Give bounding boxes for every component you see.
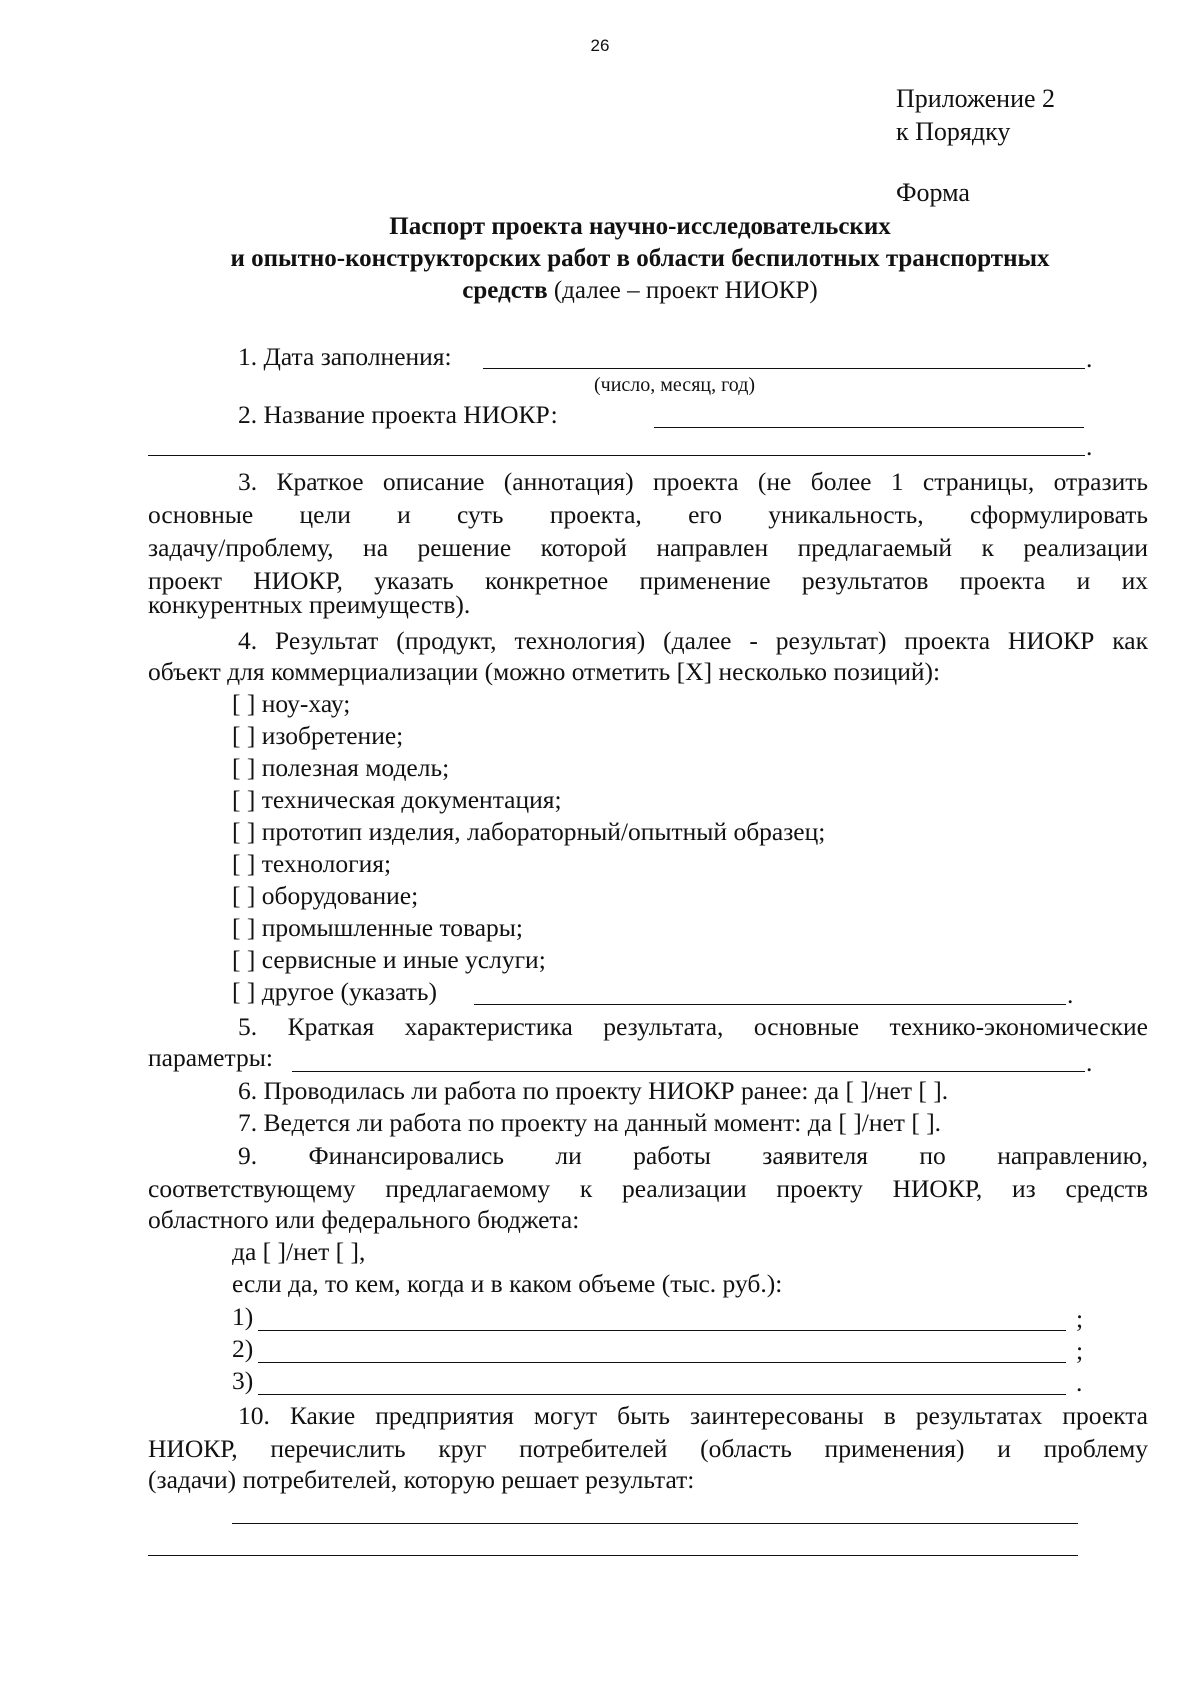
option-prototype[interactable]: [ ] прототип изделия, лабораторный/опытный образец; [232, 817, 826, 846]
item3-line-5: конкурентных преимуществ). [148, 590, 471, 619]
item3-line-4: проект НИОКР, указать конкретное применение результатов проекта и их [148, 566, 1148, 595]
date-field[interactable] [483, 368, 1085, 369]
option-utility-model[interactable]: [ ] полезная модель; [232, 753, 450, 782]
date-hint: (число, месяц, год) [594, 374, 756, 396]
item9-line-2: соответствующему предлагаемому к реализации проекту НИОКР, из средств [148, 1174, 1148, 1203]
item3-line-2: основные цели и суть проекта, его уникальность, сформулировать [148, 500, 1148, 529]
item4-line-2: объект для коммерциализации (можно отметить [X] несколько позиций): [148, 657, 941, 686]
funding-entry-2-end: ; [1076, 1336, 1084, 1365]
other-end: . [1067, 980, 1074, 1009]
title-line-3-rest: (далее – проект НИОКР) [547, 277, 818, 304]
consumers-field-1[interactable] [232, 1523, 1078, 1524]
title-line-1: Паспорт проекта научно-исследовательских [389, 213, 891, 240]
funding-entry-1-end: ; [1076, 1304, 1084, 1333]
parameters-field[interactable] [292, 1071, 1085, 1072]
item1-end: . [1086, 344, 1093, 373]
funding-entry-2-number: 2) [232, 1334, 254, 1363]
item9-line-3: областного или федерального бюджета: [148, 1205, 580, 1234]
item10-line-2: НИОКР, перечислить круг потребителей (область применения) и проблему [148, 1434, 1148, 1463]
option-other[interactable]: [ ] другое (указать) [232, 977, 438, 1006]
document-title [140, 211, 1140, 307]
item1-label: 1. Дата заполнения: [238, 342, 452, 371]
consumers-field-2[interactable] [148, 1555, 1078, 1556]
funding-entry-2-field[interactable] [258, 1362, 1066, 1363]
item9-line-1: 9. Финансировались ли работы заявителя по направлению, [238, 1141, 1148, 1170]
form-label: Форма [896, 178, 970, 207]
option-equipment[interactable]: [ ] оборудование; [232, 881, 419, 910]
item2-end: . [1086, 432, 1093, 461]
page-number: 26 [590, 36, 610, 55]
item4-line-1: 4. Результат (продукт, технология) (далее - результат) проекта НИОКР как [238, 626, 1148, 655]
funding-entry-1-number: 1) [232, 1302, 254, 1331]
item10-line-3: (задачи) потребителей, которую решает результат: [148, 1465, 695, 1494]
item9-if-yes: если да, то кем, когда и в каком объеме (тыс. руб.): [232, 1269, 783, 1298]
option-services[interactable]: [ ] сервисные и иные услуги; [232, 945, 546, 974]
item10-line-1: 10. Какие предприятия могут быть заинтересованы в результатах проекта [238, 1401, 1148, 1430]
item6-question: 6. Проводилась ли работа по проекту НИОКР ранее: да [ ]/нет [ ]. [238, 1076, 949, 1105]
funding-entry-1-field[interactable] [258, 1330, 1066, 1331]
option-technical-documentation[interactable]: [ ] техническая документация; [232, 785, 562, 814]
item7-question: 7. Ведется ли работа по проекту на данный момент: да [ ]/нет [ ]. [238, 1108, 942, 1137]
other-specify-field[interactable] [474, 1004, 1066, 1005]
option-technology[interactable]: [ ] технология; [232, 849, 392, 878]
option-know-how[interactable]: [ ] ноу-хау; [232, 689, 351, 718]
option-invention[interactable]: [ ] изобретение; [232, 721, 404, 750]
item2-label: 2. Название проекта НИОКР: [238, 400, 558, 429]
appendix-reference [896, 82, 1055, 148]
title-line-3-bold: средств [462, 277, 548, 304]
item3-line-1: 3. Краткое описание (аннотация) проекта (не более 1 страницы, отразить [238, 467, 1148, 496]
title-line-2: и опытно-конструкторских работ в области беспилотных транспортных [230, 245, 1050, 272]
project-name-field-1[interactable] [654, 427, 1084, 428]
item5-line-2: параметры: [148, 1043, 273, 1072]
funding-entry-3-field[interactable] [258, 1394, 1066, 1395]
item5-end: . [1086, 1048, 1093, 1077]
funding-entry-3-end: . [1076, 1368, 1083, 1397]
item9-yes-no[interactable]: да [ ]/нет [ ], [232, 1237, 366, 1266]
item3-line-3: задачу/проблему, на решение которой направлен предлагаемый к реализации [148, 533, 1148, 562]
appendix-line-2: к Порядку [896, 117, 1011, 146]
appendix-line-1: Приложение 2 [896, 84, 1056, 113]
item5-line-1: 5. Краткая характеристика результата, основные технико-экономические [238, 1012, 1148, 1041]
funding-entry-3-number: 3) [232, 1366, 254, 1395]
project-name-field-2[interactable] [148, 455, 1085, 456]
option-industrial-goods[interactable]: [ ] промышленные товары; [232, 913, 524, 942]
